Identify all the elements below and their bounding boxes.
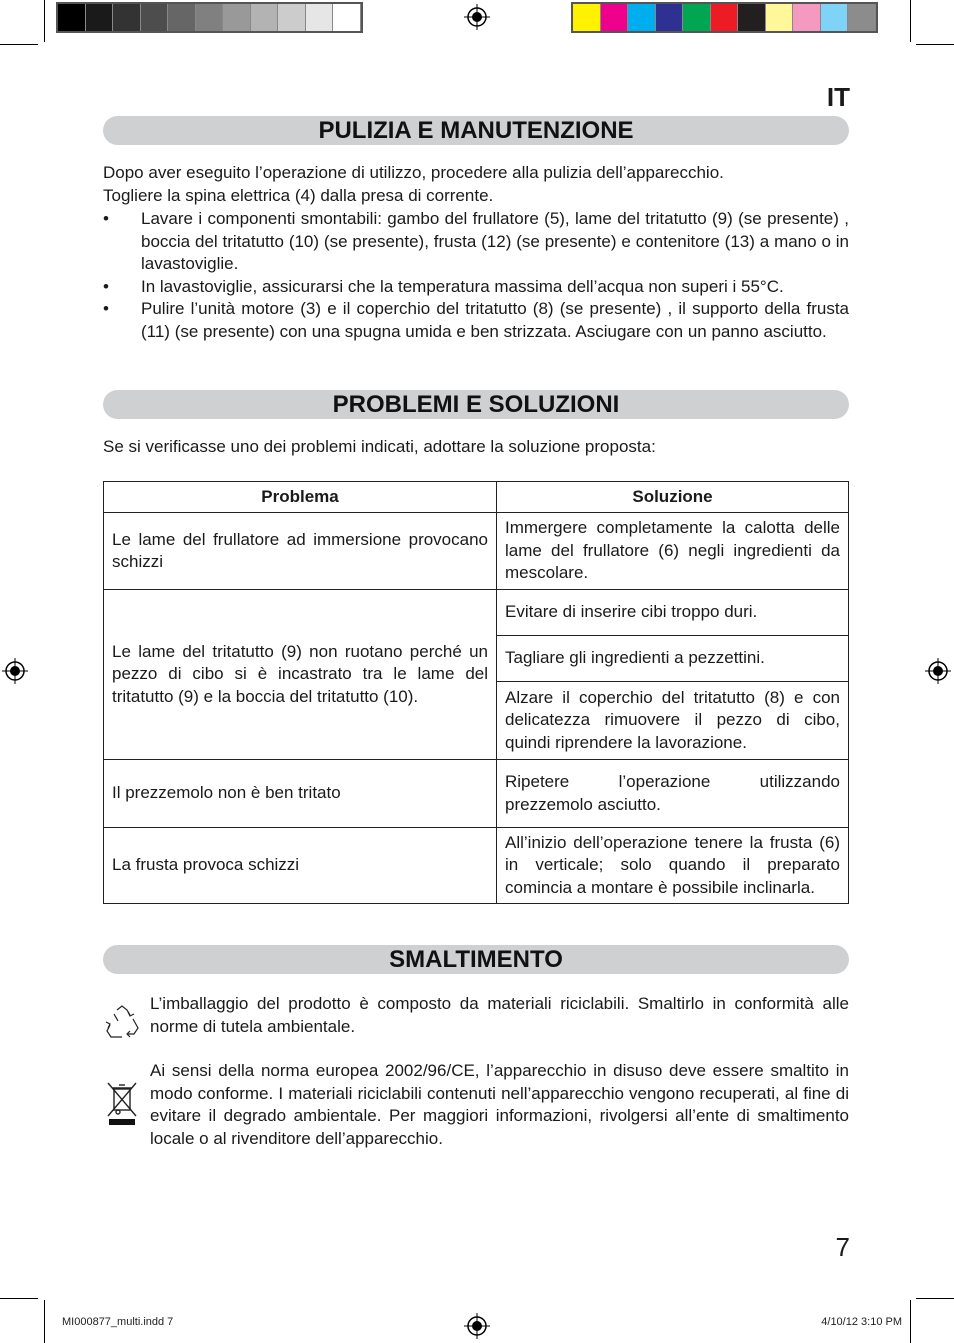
solution-cell: Alzare il coperchio del tritatutto (8) e con delicatezza rimuovere il pezzo di cibo, quindi riprendere la lavorazione. [497,682,849,760]
table-header-row [104,482,849,513]
color-swatch [601,4,629,31]
packaging-text: L’imballaggio del prodotto è composto da materiali riciclabili. Smaltirlo in conformità alle norme di tutela ambientale. [150,994,849,1036]
crop-mark-top-right-v [910,0,911,42]
page-number: 7 [835,1232,850,1262]
list-item: • In lavastoviglie, assicurarsi che la temperatura massima dell’acqua non superi i 55°C. [103,276,784,296]
table-row [104,513,849,590]
color-swatch [766,4,794,31]
color-swatch [573,4,601,31]
color-swatch [223,4,251,31]
registration-mark-icon [925,658,951,684]
problem-cell: La frusta provoca schizzi [104,828,497,904]
color-swatch [711,4,739,31]
slug-filename: MI000877_multi.indd 7 [62,1316,174,1328]
table-row [104,760,849,828]
color-swatch [113,4,141,31]
problem-cell: Le lame del tritatutto (9) non ruotano perché un pezzo di cibo si è incastrato tra le lame del tritatutto (9) e la boccia del tritatutto (10). [104,590,497,760]
problems-table [103,481,849,904]
color-swatch [738,4,766,31]
cleaning-intro-line-2: Togliere la spina elettrica (4) dalla presa di corrente. [103,185,494,205]
problem-cell: Il prezzemolo non è ben tritato [104,760,497,828]
color-swatch [58,4,86,31]
section-title-problems: PROBLEMI E SOLUZIONI [103,390,849,419]
solution-cell: Evitare di inserire cibi troppo duri. [497,590,849,636]
cleaning-intro [103,162,849,207]
registration-mark-icon [464,1313,490,1339]
list-item: • Lavare i componenti smontabili: gambo del frullatore (5), lame del tritatutto (9) (se presente) , boccia del tritatutto (10) (se presente), frusta (12) (se presente) e contenitore (13) a mano o in lavastoviglie. [103,209,849,273]
color-swatch [168,4,196,31]
color-swatch [196,4,224,31]
weee-text: Ai sensi della norma europea 2002/96/CE, l’apparecchio in disuso deve essere smaltito in modo conforme. I materiali riciclabili contenuti nell’apparecchio vengono recuperati, al fine di evitare il degrado ambientale. Per maggiori informazioni, rivolgersi all’ente di smaltimento locale o al rivenditore dell’apparecchio. [150,1061,849,1148]
color-swatch [848,4,876,31]
solution-cell: Immergere completamente la calotta delle lame del frullatore (6) negli ingredienti da mescolare. [497,513,849,590]
crop-mark-top-left-h [0,44,38,45]
cleaning-intro-line-1: Dopo aver eseguito l’operazione di utilizzo, procedere alla pulizia dell’apparecchio. [103,163,724,182]
solution-cell: Tagliare gli ingredienti a pezzettini. [497,636,849,682]
process-color-bar [571,2,878,33]
color-swatch [306,4,334,31]
table-row [104,828,849,904]
language-tag: IT [826,82,850,112]
crop-mark-bottom-left-h [0,1298,38,1299]
weee-crossed-bin-icon [106,1080,138,1126]
color-swatch [141,4,169,31]
column-header-solution: Soluzione [497,482,849,513]
problems-intro: Se si verificasse uno dei problemi indicati, adottare la soluzione proposta: [103,437,656,456]
registration-mark-icon [2,658,28,684]
crop-mark-bottom-right-v [910,1300,911,1343]
table-row [104,590,849,636]
crop-mark-top-left-v [44,0,45,42]
color-swatch [278,4,306,31]
section-title-disposal: SMALTIMENTO [103,945,849,974]
color-swatch [333,4,361,31]
color-swatch [683,4,711,31]
list-item: • Pulire l’unità motore (3) e il coperchio del tritatutto (8) (se presente) , il supporto della frusta (11) (se presente) con una spugna umida e ben strizzata. Asciugare con un panno asciutto. [103,299,849,341]
crop-mark-bottom-right-h [916,1298,954,1299]
color-swatch [821,4,849,31]
slug-datetime: 4/10/12 3:10 PM [821,1316,902,1328]
color-swatch [656,4,684,31]
recycle-icon [103,1004,141,1040]
gray-color-bar [56,2,363,33]
color-swatch [86,4,114,31]
color-swatch [628,4,656,31]
cleaning-bullet-list [103,208,849,343]
registration-mark-icon [464,4,490,30]
color-swatch [793,4,821,31]
crop-mark-bottom-left-v [44,1300,45,1343]
solution-cell: Ripetere l’operazione utilizzando prezzemolo asciutto. [497,760,849,828]
solution-cell: All’inizio dell’operazione tenere la frusta (6) in verticale; solo quando il preparato comincia a montare è possibile inclinarla. [497,828,849,904]
column-header-problem: Problema [104,482,497,513]
crop-mark-top-right-h [916,44,954,45]
problem-cell: Le lame del frullatore ad immersione provocano schizzi [104,513,497,590]
section-title-cleaning: PULIZIA E MANUTENZIONE [103,116,849,145]
color-swatch [251,4,279,31]
